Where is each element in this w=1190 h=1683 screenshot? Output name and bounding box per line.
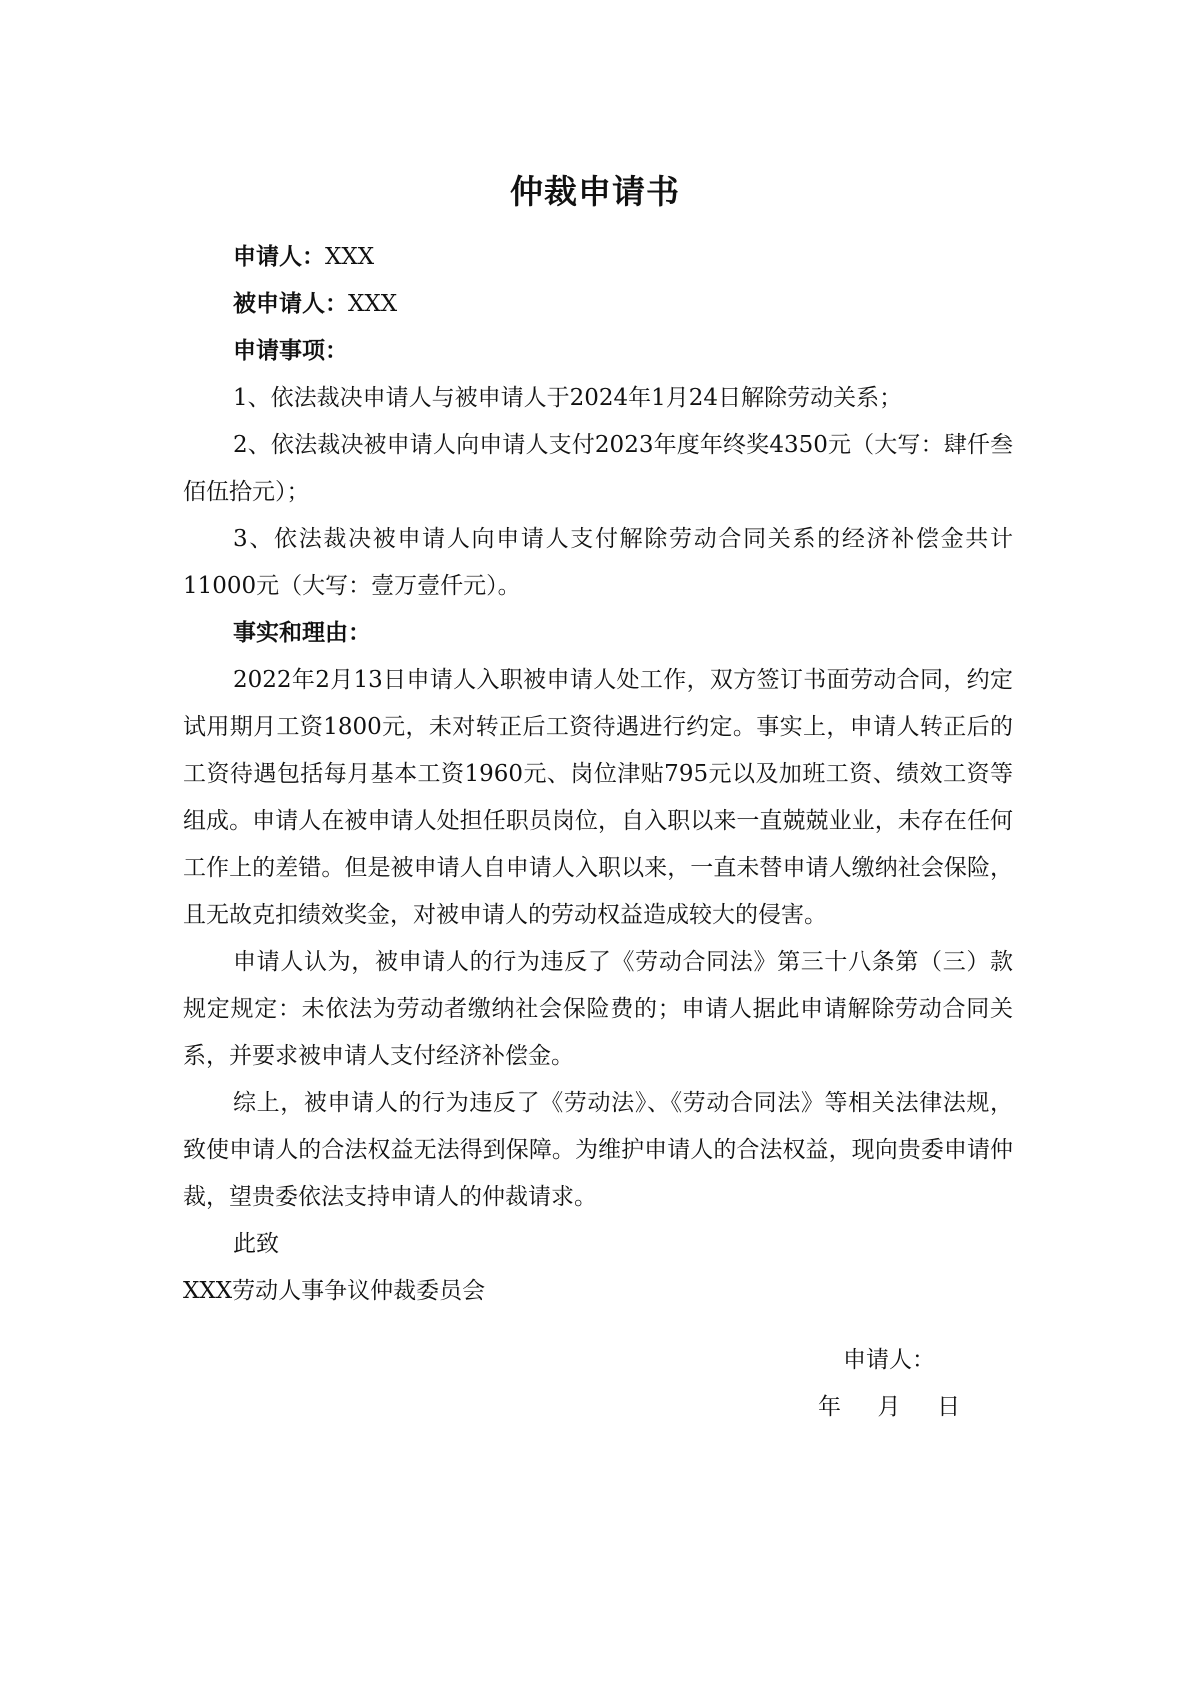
respondent-line <box>183 281 1013 328</box>
closing-salutation: 此致 <box>233 1231 279 1257</box>
facts-paragraph-1: 2022年2月13日申请人入职被申请人处工作，双方签订书面劳动合同，约定试用期月工资1800元，未对转正后工资待遇进行约定。事实上，申请人转正后的工资待遇包括每月基本工资1960元、岗位津贴795元以及加班工资、绩效工资等组成。申请人在被申请人处担任职员岗位，自入职以来一直兢兢业业，未存在任何工作上的差错。但是被申请人自申请人入职以来，一直未替申请人缴纳社会保险，且无故克扣绩效奖金，对被申请人的劳动权益造成较大的侵害。 <box>183 667 1013 928</box>
respondent-label: 被申请人： <box>233 291 348 317</box>
facts-paragraph-2: 申请人认为，被申请人的行为违反了《劳动合同法》第三十八条第（三）款规定规定：未依法为劳动者缴纳社会保险费的；申请人据此申请解除劳动合同关系，并要求被申请人支付经济补偿金。 <box>183 949 1013 1069</box>
respondent-value: XXX <box>348 291 398 317</box>
applicant-label: 申请人： <box>233 244 325 270</box>
closing-recipient: XXX劳动人事争议仲裁委员会 <box>183 1278 486 1304</box>
signature-label: 申请人： <box>843 1347 935 1373</box>
document-body <box>183 234 1013 1315</box>
claim-item-3: 3、依法裁决被申请人向申请人支付解除劳动合同关系的经济补偿金共计11000元（大写：壹万壹仟元）。 <box>183 526 1013 599</box>
claims-heading: 申请事项： <box>233 338 348 364</box>
facts-heading: 事实和理由： <box>233 620 371 646</box>
signature-date: 年 月 日 <box>818 1394 961 1420</box>
claim-item-2: 2、依法裁决被申请人向申请人支付2023年度年终奖4350元（大写：肆仟叁佰伍拾元）； <box>183 432 1013 505</box>
claim-item-1: 1、依法裁决申请人与被申请人于2024年1月24日解除劳动关系； <box>233 385 903 411</box>
facts-paragraph-3: 综上，被申请人的行为违反了《劳动法》、《劳动合同法》等相关法律法规，致使申请人的合法权益无法得到保障。为维护申请人的合法权益，现向贵委申请仲裁，望贵委依法支持申请人的仲裁请求。 <box>183 1090 1013 1210</box>
document-title: 仲裁申请书 <box>510 172 680 211</box>
applicant-line <box>183 234 1013 281</box>
applicant-value: XXX <box>325 244 375 270</box>
